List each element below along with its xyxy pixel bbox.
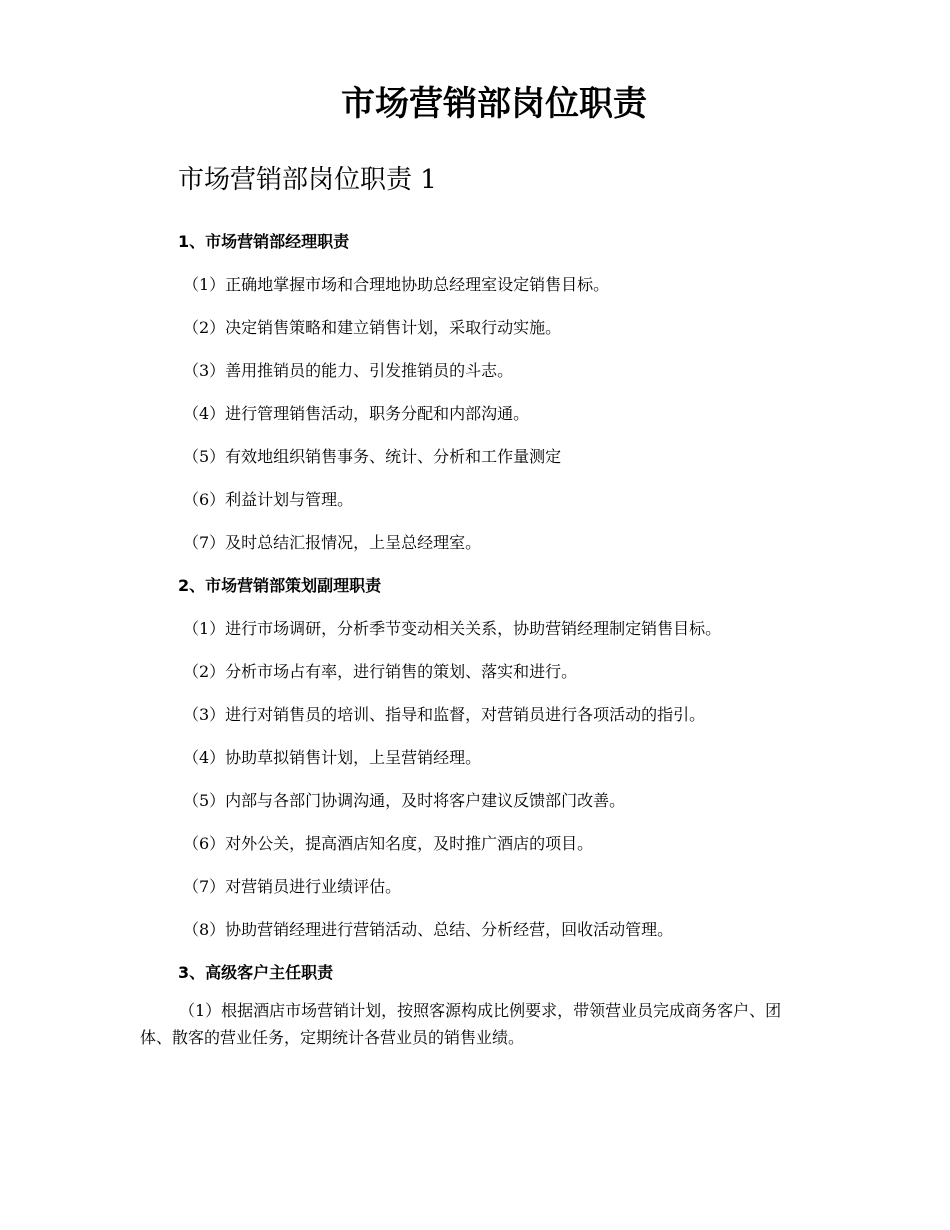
duty-item: （2）决定销售策略和建立销售计划，采取行动实施。 (183, 318, 562, 337)
section-title: 市场营销部岗位职责 1 (178, 165, 437, 195)
duty-item: （1）正确地掌握市场和合理地协助总经理室设定销售目标。 (183, 275, 610, 294)
duty-item: （5）内部与各部门协调沟通，及时将客户建议反馈部门改善。 (183, 791, 626, 810)
duty-item: （7）及时总结汇报情况，上呈总经理室。 (183, 533, 482, 552)
duty-heading: 2、市场营销部策划副理职责 (178, 576, 382, 595)
duty-item: （5）有效地组织销售事务、统计、分析和工作量测定 (183, 447, 562, 466)
body-paragraph: （1）根据酒店市场营销计划，按照客源构成比例要求，带领营业员完成商务客户、团体、散客的营业任务，定期统计各营业员的销售业绩。 (140, 1001, 782, 1047)
duty-list (0, 227, 950, 1001)
duty-item: （4）协助草拟销售计划，上呈营销经理。 (183, 748, 482, 767)
duty-item: （3）进行对销售员的培训、指导和监督，对营销员进行各项活动的指引。 (183, 705, 706, 724)
duty-item: （8）协助营销经理进行营销活动、总结、分析经营，回收活动管理。 (183, 920, 674, 939)
duty-item: （3）善用推销员的能力、引发推销员的斗志。 (183, 361, 514, 380)
duty-item: （2）分析市场占有率，进行销售的策划、落实和进行。 (183, 662, 578, 681)
duty-heading: 1、市场营销部经理职责 (178, 232, 350, 251)
duty-item: （4）进行管理销售活动，职务分配和内部沟通。 (183, 404, 530, 423)
duty-item: （6）对外公关，提高酒店知名度，及时推广酒店的项目。 (183, 834, 594, 853)
duty-heading: 3、高级客户主任职责 (178, 963, 334, 982)
duty-item: （7）对营销员进行业绩评估。 (183, 877, 402, 896)
document-title: 市场营销部岗位职责 (341, 84, 647, 124)
duty-item: （6）利益计划与管理。 (183, 490, 354, 509)
duty-item: （1）进行市场调研，分析季节变动相关关系，协助营销经理制定销售目标。 (183, 619, 722, 638)
